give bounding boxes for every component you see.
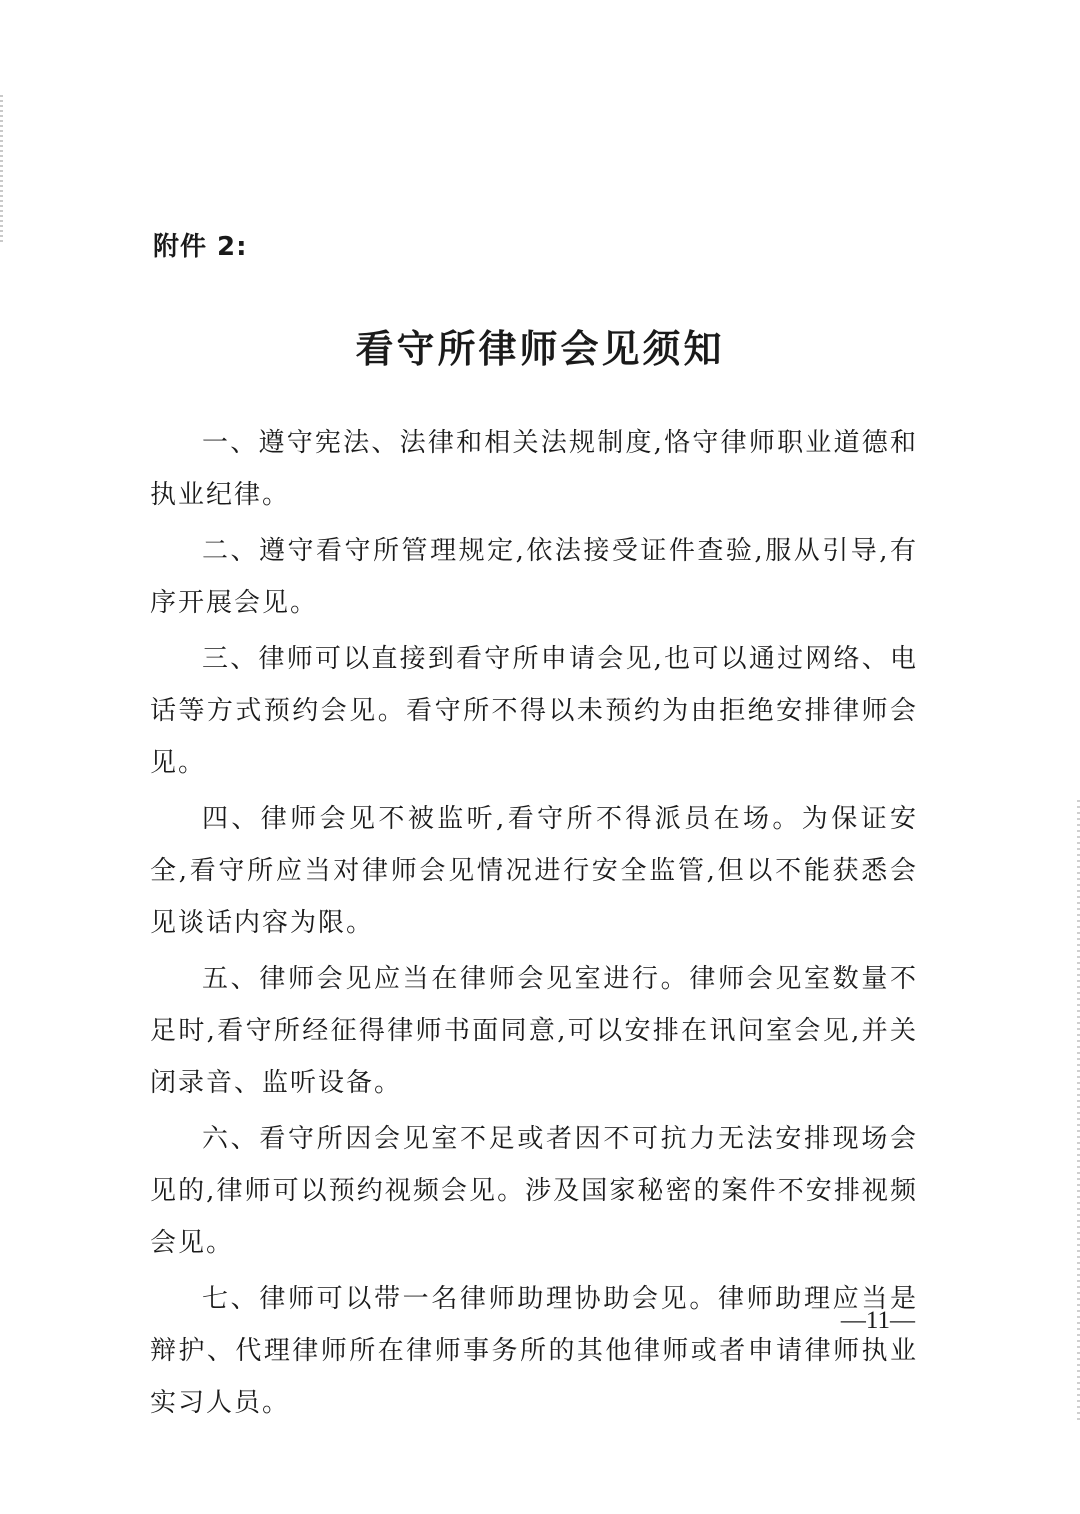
paragraph-3: 三、律师可以直接到看守所申请会见,也可以通过网络、电话等方式预约会见。看守所不得以未预约为由拒绝安排律师会见。 [150,644,918,778]
paragraph-4: 四、律师会见不被监听,看守所不得派员在场。为保证安全,看守所应当对律师会见情况进行安全监管,但以不能获悉会见谈话内容为限。 [150,804,918,938]
paragraph-2: 二、遵守看守所管理规定,依法接受证件查验,服从引导,有序开展会见。 [150,536,918,618]
scan-edge-left [0,95,3,245]
attachment-label: 附件 2: [153,232,248,262]
paragraph-5: 五、律师会见应当在律师会见室进行。律师会见室数量不足时,看守所经征得律师书面同意,可以安排在讯问室会见,并关闭录音、监听设备。 [150,964,918,1098]
document-body [150,417,918,1433]
page-number: —11— [840,1307,915,1334]
document-title: 看守所律师会见须知 [355,327,725,371]
paragraph-7: 七、律师可以带一名律师助理协助会见。律师助理应当是辩护、代理律师所在律师事务所的其他律师或者申请律师执业实习人员。 [150,1284,918,1418]
paragraph-6: 六、看守所因会见室不足或者因不可抗力无法安排现场会见的,律师可以预约视频会见。涉及国家秘密的案件不安排视频会见。 [150,1124,918,1258]
paragraph-1: 一、遵守宪法、法律和相关法规制度,恪守律师职业道德和执业纪律。 [150,428,918,510]
